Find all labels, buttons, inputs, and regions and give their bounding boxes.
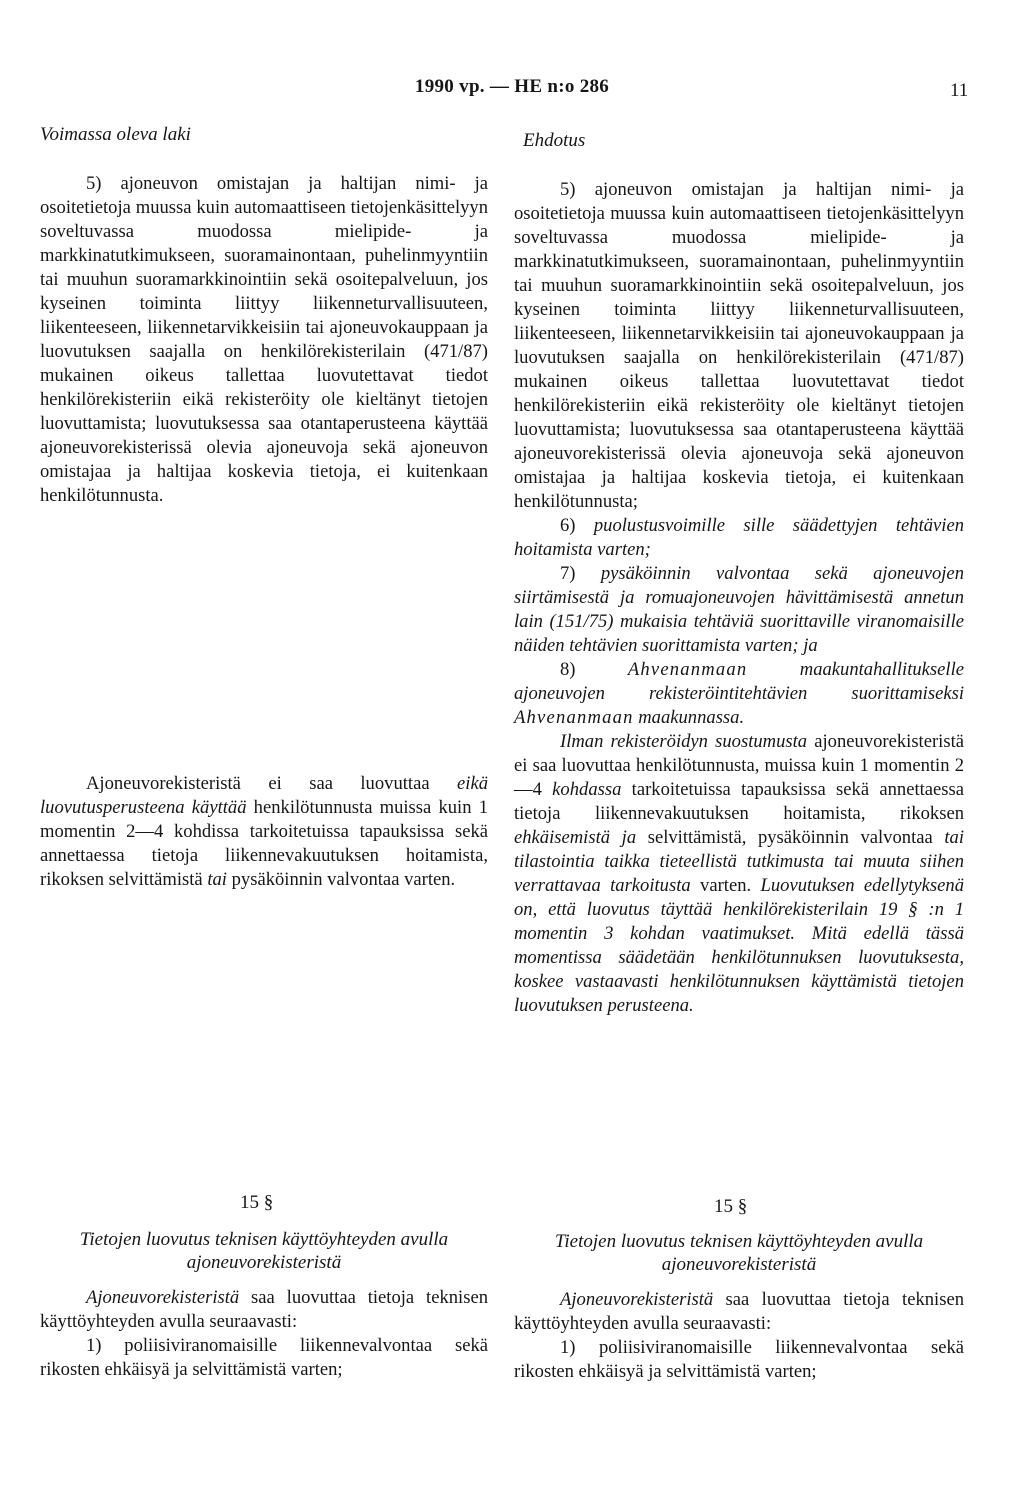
right-section-number: 15 § [714,1196,748,1217]
right-section-intro-italic: Ajoneuvorekisteristä [560,1289,714,1310]
right-p2-t2: ajoneuvorekisteristä ei saa luovuttaa henkilötunnusta, muissa kuin 1 momentin 2—4 [514,731,964,800]
right-item-8-c: Ahvenanmaan [514,707,634,728]
left-p2-t1: Ajoneuvorekisteristä ei saa luovuttaa [86,773,458,794]
right-p2-t6: selvittämistä, pysäköinnin valvontaa [636,827,945,848]
right-item-8-b: maakuntahallitukselle ajoneuvojen rekisteröintitehtävien suorittamiseksi [514,659,964,704]
right-paragraph-2 [514,730,964,1018]
left-section-number: 15 § [240,1192,274,1213]
right-section-item-1: 1) poliisiviranomaisille liikennevalvontaa sekä rikosten ehkäisyä ja selvittämistä varten; [514,1337,964,1382]
left-paragraph-1 [40,172,488,508]
left-section-title: Tietojen luovutus teknisen käyttöyhteyden avulla ajoneuvorekisteristä [79,1229,449,1273]
left-p2-t4: tai [207,869,227,890]
right-p2-t8: varten. [690,875,761,896]
page-number: 11 [950,80,969,101]
page-header: 1990 vp. — HE n:o 286 [414,76,610,97]
right-p2-t9: Luovutuksen edellytyksenä on, että luovutus täyttää henkilörekisterilain 19 § :n 1 momentin 3 kohdan vaatimukset. Mitä edellä tässä momentissa säädetään henkilötunnuksen luovutuksesta, koskee vastaavasti henkilötunnuksen käyttämistä tietojen luovutuksen perusteena. [514,875,964,1016]
left-p2-t2: eikä luovutusperusteena käyttää [40,773,488,818]
left-paragraph-2 [40,772,488,892]
right-section-title: Tietojen luovutus teknisen käyttöyhteyden avulla ajoneuvorekisteristä [554,1231,924,1275]
right-item-7 [514,562,964,658]
left-section-intro-italic: Ajoneuvorekisteristä [86,1287,240,1308]
right-item-6-number: 6) [560,515,594,536]
left-p2-t3: henkilötunnusta muissa kuin 1 momentin 2—4 kohdissa tarkoitetuissa tapauksissa sekä annettaessa tietoja liikennevakuutuksen hoitamista, rikoksen selvittämistä [40,797,488,890]
left-section-body [40,1286,488,1382]
left-section-item-1: 1) poliisiviranomaisille liikennevalvontaa sekä rikosten ehkäisyä ja selvittämistä varten; [40,1335,488,1380]
right-p2-t3: kohdassa [552,779,622,800]
right-section-intro-rest: saa luovuttaa tietoja teknisen käyttöyhteyden avulla seuraavasti: [514,1289,964,1334]
right-item-7-text: pysäköinnin valvontaa sekä ajoneuvojen siirtämisestä ja romuajoneuvojen hävittämisestä annetun lain (151/75) mukaisia tehtäviä suorittaville viranomaisille näiden tehtävien suorittamista varten; ja [514,563,964,656]
right-column-heading: Ehdotus [523,130,586,151]
right-item-8-a: Ahvenanmaan [627,659,748,680]
right-paragraphs [514,178,964,1018]
right-item-6-text: puolustusvoimille sille säädettyjen tehtävien hoitamista varten; [514,515,964,560]
left-p2-t5: pysäköinnin valvontaa varten. [226,869,456,890]
right-p2-t5: ehkäisemistä ja [514,827,637,848]
right-p2-t1: Ilman rekisteröidyn suostumusta [560,731,808,752]
right-paragraph-1-text: 5) ajoneuvon omistajan ja haltijan nimi- ja osoitetietoja muussa kuin automaattiseen tietojenkäsittelyyn soveltuvassa muodossa mielipide- ja markkinatutkimukseen, suoramainontaan, puhelinmyyntiin tai muuhun suoramarkkinointiin sekä osoitepalveluun, jos kyseinen toiminta liittyy liikenneturvallisuuteen, liikenteeseen, liikennetarvikkeisiin tai ajoneuvokauppaan ja luovutuksen saajalla on henkilörekisterilain (471/87) mukainen oikeus tallettaa luovutettavat tiedot henkilörekisteriin eikä rekisteröity ole kieltänyt tietojen luovuttamista; luovutuksessa saa otantaperusteena käyttää ajoneuvorekisterissä olevia ajoneuvoja sekä ajoneuvon omistajaa ja haltijaa koskevia tietoja, ei kuitenkaan henkilötunnusta; [514,179,964,512]
right-item-8 [514,658,964,730]
right-item-8-d: maakunnassa. [633,707,745,728]
right-item-6 [514,514,964,562]
right-p2-t7: tai tilastointia taikka tieteellistä tutkimusta tai muuta siihen verrattavaa tarkoitusta [514,827,964,896]
left-section-intro-rest: saa luovuttaa tietoja teknisen käyttöyhteyden avulla seuraavasti: [40,1287,488,1332]
right-item-8-number: 8) [560,659,628,680]
right-item-7-number: 7) [560,563,601,584]
right-section-body [514,1288,964,1384]
right-p2-t4: tarkoitetuissa tapauksissa sekä annettaessa tietoja liikennevakuutuksen hoitamista, rikoksen [514,779,965,824]
left-column-heading: Voimassa oleva laki [40,124,191,145]
left-paragraph-1-text: 5) ajoneuvon omistajan ja haltijan nimi- ja osoitetietoja muussa kuin automaattiseen tietojenkäsittelyyn soveltuvassa muodossa mielipide- ja markkinatutkimukseen, suoramainontaan, puhelinmyyntiin tai muuhun suoramarkkinointiin sekä osoitepalveluun, jos kyseinen toiminta liittyy liikenneturvallisuuteen, liikenteeseen, liikennetarvikkeisiin tai ajoneuvokauppaan ja luovutuksen saajalla on henkilörekisterilain (471/87) mukainen oikeus tallettaa luovutettavat tiedot henkilörekisteriin eikä rekisteröity ole kieltänyt tietojen luovuttamista; luovutuksessa saa otantaperusteena käyttää ajoneuvorekisterissä olevia ajoneuvoja sekä ajoneuvon omistajaa ja haltijaa koskevia tietoja, ei kuitenkaan henkilötunnusta. [40,173,488,506]
